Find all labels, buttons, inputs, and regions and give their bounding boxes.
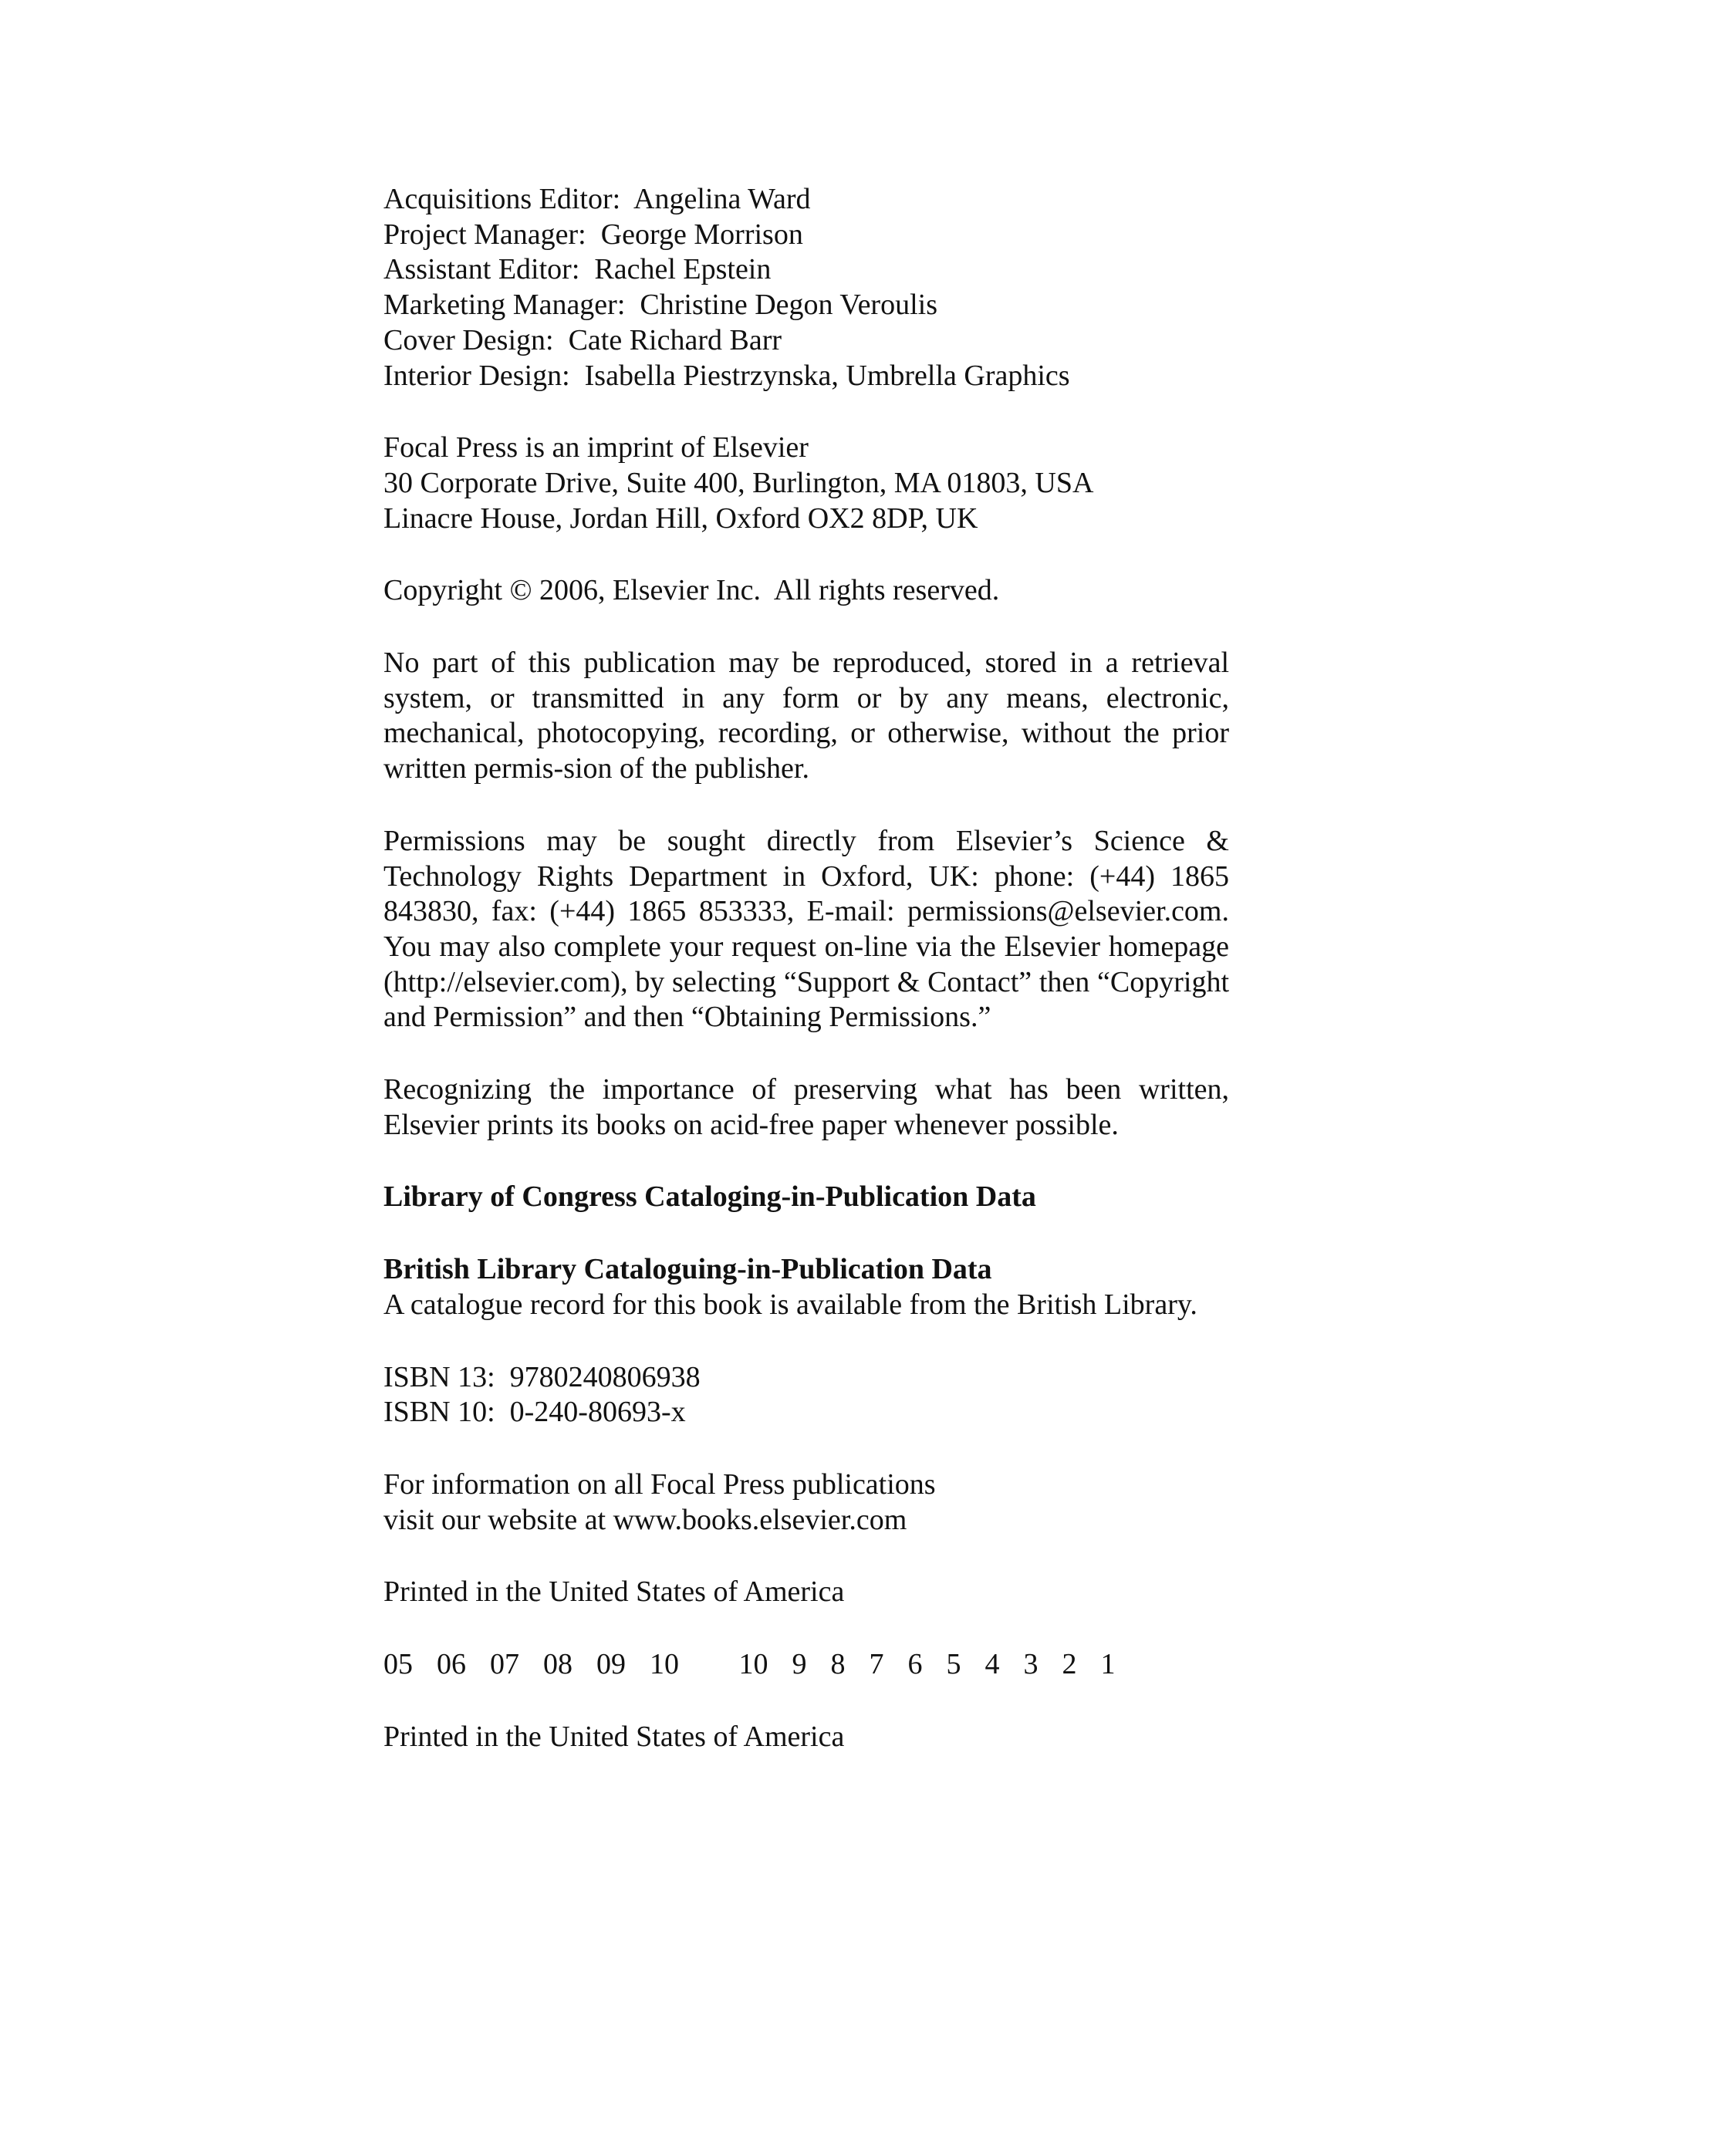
bl-text: A catalogue record for this book is available from the British Library. bbox=[383, 1288, 1197, 1321]
print-line-block bbox=[383, 1647, 1229, 1683]
printed-block-2 bbox=[383, 1720, 1229, 1755]
printed-block-1 bbox=[383, 1575, 1229, 1610]
credit-line: Interior Design: Isabella Piestrzynska, Umbrella Graphics bbox=[383, 359, 1070, 392]
printed-in: Printed in the United States of America bbox=[383, 1720, 845, 1753]
copyright-block bbox=[383, 573, 1229, 609]
loc-heading: Library of Congress Cataloging-in-Publication Data bbox=[383, 1180, 1036, 1214]
bl-block bbox=[383, 1252, 1229, 1322]
no-reproduction-paragraph: No part of this publication may be reproduced, stored in a retrieval system, or transmitted in any form or by any means, electronic, mechanical, photocopying, recording, or otherwise, without the prior written permis-sion of the publisher. bbox=[383, 647, 1229, 785]
credits-block bbox=[383, 182, 1229, 393]
copyright-page bbox=[383, 182, 1229, 1792]
permissions-paragraph: Permissions may be sought directly from Elsevier’s Science & Technology Rights Department in Oxford, UK: phone: (+44) 1865 843830, fax: (+44) 1865 853333, E-mail: permissions@elsevier.com. You may also complete your request on-line via the Elsevier homepage (http://elsevier.com), by selecting “Support & Contact” then “Copyright and Permission” and then “Obtaining Permissions.” bbox=[383, 824, 1229, 1034]
website-line: visit our website at www.books.elsevier.com bbox=[383, 1503, 907, 1536]
acid-free-block bbox=[383, 1072, 1229, 1143]
publisher-line: Linacre House, Jordan Hill, Oxford OX2 8DP, UK bbox=[383, 501, 978, 535]
isbn-13: ISBN 13: 9780240806938 bbox=[383, 1360, 701, 1393]
copyright-notice: Copyright © 2006, Elsevier Inc. All rights reserved. bbox=[383, 574, 1000, 607]
loc-block bbox=[383, 1180, 1229, 1215]
acid-free-paragraph: Recognizing the importance of preserving what has been written, Elsevier prints its books on acid-free paper whenever possible. bbox=[383, 1073, 1229, 1141]
printed-in: Printed in the United States of America bbox=[383, 1575, 845, 1609]
bl-heading: British Library Cataloguing-in-Publication Data bbox=[383, 1253, 992, 1286]
print-line: 05 06 07 08 09 10 10 9 8 7 6 5 4 3 2 1 bbox=[383, 1648, 1116, 1681]
publisher-block bbox=[383, 431, 1229, 536]
credit-line: Project Manager: George Morrison bbox=[383, 218, 803, 251]
isbn-block bbox=[383, 1360, 1229, 1430]
publisher-line: Focal Press is an imprint of Elsevier bbox=[383, 431, 809, 464]
credit-line: Acquisitions Editor: Angelina Ward bbox=[383, 183, 811, 215]
credit-line: Cover Design: Cate Richard Barr bbox=[383, 323, 782, 356]
credit-line: Marketing Manager: Christine Degon Veroulis bbox=[383, 289, 937, 322]
info-line: For information on all Focal Press publications bbox=[383, 1467, 936, 1501]
isbn-10: ISBN 10: 0-240-80693-x bbox=[383, 1396, 686, 1429]
no-reproduction-block bbox=[383, 646, 1229, 787]
credit-line: Assistant Editor: Rachel Epstein bbox=[383, 253, 772, 286]
info-block bbox=[383, 1467, 1229, 1538]
permissions-block bbox=[383, 824, 1229, 1035]
publisher-line: 30 Corporate Drive, Suite 400, Burlington, MA 01803, USA bbox=[383, 466, 1094, 499]
